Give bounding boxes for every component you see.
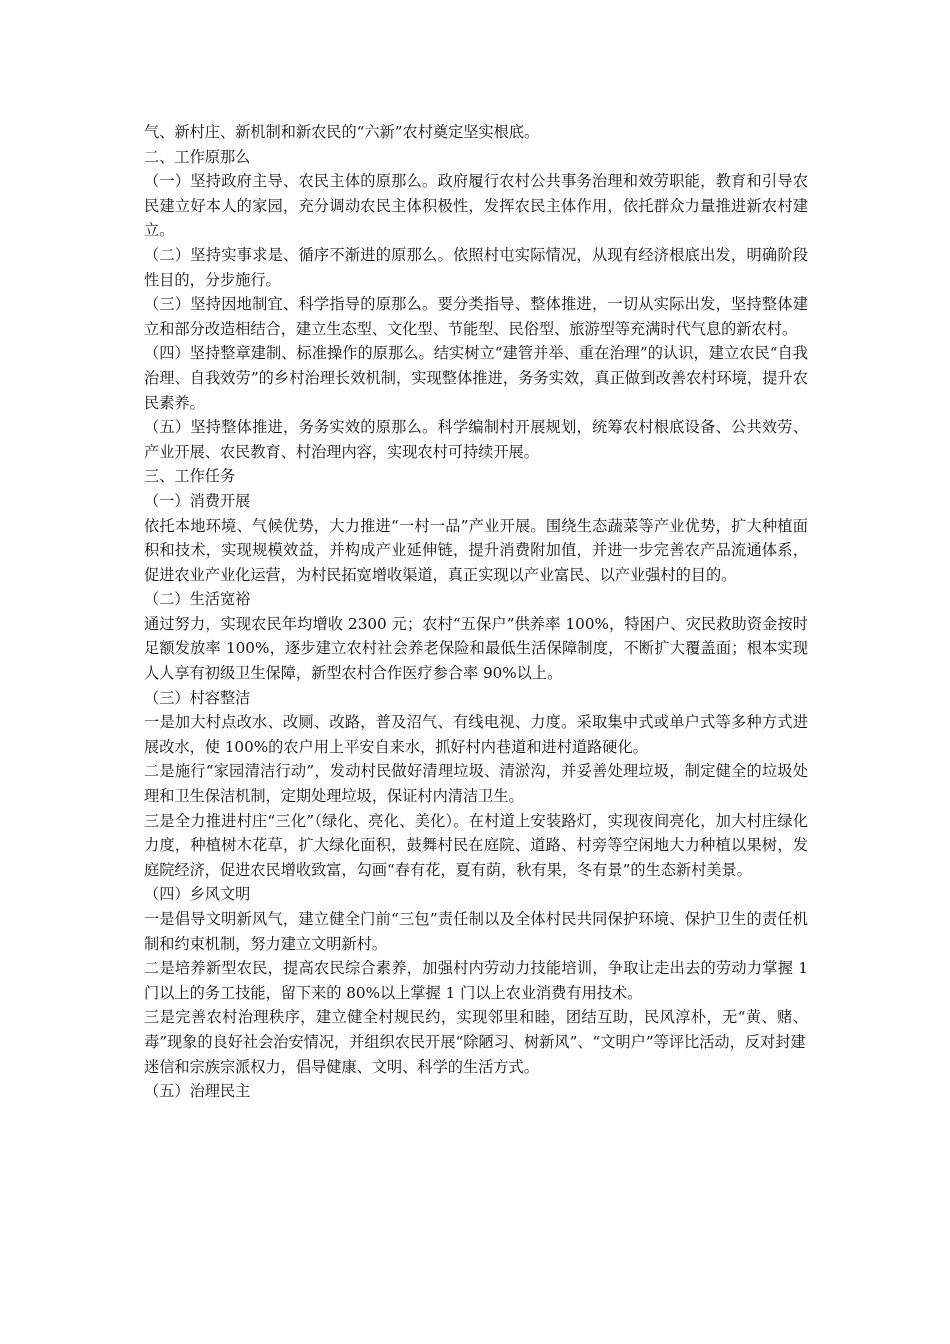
subsection-heading: （五）治理民主	[144, 1082, 251, 1101]
paragraph: （一）坚持政府主导、农民主体的原那么。政府履行农村公共事务治理和效劳职能，教育和引导农民建立好本人的家园，充分调动农民主体积极性，发挥农民主体作用，依托群众力量推进新农村建立。	[144, 172, 808, 240]
paragraph: 一是倡导文明新风气，建立健全门前“三包”责任制以及全体村民共同保护环境、保护卫生的责任机制和约束机制，努力建立文明新村。	[144, 910, 808, 953]
paragraph: 气、新村庄、新机制和新农民的“六新”农村奠定坚实根底。	[144, 123, 540, 141]
section-heading: 二、工作原那么	[144, 147, 251, 166]
section-heading: 三、工作任务	[144, 467, 236, 486]
paragraph: 一是加大村点改水、改厕、改路，普及沼气、有线电视、力度。采取集中式或单户式等多种方式进展改水，使 100%的农户用上平安自来水，抓好村内巷道和进村道路硬化。	[144, 713, 808, 756]
paragraph: 三是全力推进村庄“三化”（绿化、亮化、美化）。在村道上安装路灯，实现夜间亮化，加大村庄绿化力度，种植树木花草，扩大绿化面积，鼓舞村民在庭院、道路、村旁等空闲地大力种植以果树，发庭院经济，促进农民增收致富，勾画“春有花，夏有荫，秋有果，冬有景”的生态新村美景。	[144, 811, 808, 879]
paragraph: （二）坚持实事求是、循序不渐进的原那么。依照村屯实际情况，从现有经济根底出发，明确阶段性目的，分步施行。	[144, 245, 808, 289]
paragraph: （三）坚持因地制宜、科学指导的原那么。要分类指导、整体推进，一切从实际出发，坚持整体建立和部分改造相结合，建立生态型、文化型、节能型、民俗型、旅游型等充满时代气息的新农村。	[144, 295, 808, 338]
paragraph: 迷信和宗族宗派权力，倡导健康、文明、科学的生活方式。	[144, 1057, 539, 1076]
subsection-heading: （一）消费开展	[144, 491, 251, 510]
paragraph: 依托本地环境、气候优势，大力推进“一村一品”产业开展。围绕生态蔬菜等产业优势，扩大种植面积和技术，实现规模效益，并构成产业延伸链，提升消费附加值，并进一步完善农产品流通体系，促进农业产业化运营，为村民拓宽增收渠道，真正实现以产业富民、以产业强村的目的。	[144, 516, 808, 584]
paragraph: 通过努力，实现农民年均增收 2300 元；农村“五保户”供养率 100%，特困户、灾民救助资金按时足额发放率 100%，逐步建立农村社会养老保险和最低生活保障制度，不断扩大覆盖面；根本实现人人享有初级卫生保障，新型农村合作医疗参合率 90%以上。	[144, 614, 808, 683]
paragraph: （四）坚持整章建制、标准操作的原那么。结实树立“建管并举、重在治理”的认识，建立农民“自我治理、自我效劳”的乡村治理长效机制，实现整体推进，务务实效，真正做到改善农村环境，提升农民素养。	[144, 344, 808, 412]
subsection-heading: （四）乡风文明	[144, 885, 251, 904]
paragraph: （五）坚持整体推进，务务实效的原那么。科学编制村开展规划，统筹农村根底设备、公共效劳、产业开展、农民教育、村治理内容，实现农村可持续开展。	[144, 418, 808, 461]
document-body	[144, 120, 808, 1104]
paragraph: 二是施行“家园清洁行动”，发动村民做好清理垃圾、清淤沟，并妥善处理垃圾，制定健全的垃圾处理和卫生保洁机制，定期处理垃圾，保证村内清洁卫生。	[144, 762, 808, 806]
subsection-heading: （二）生活宽裕	[144, 590, 251, 609]
paragraph: 三是完善农村治理秩序，建立健全村规民约，实现邻里和睦，团结互助，民风淳朴，无“黄、赌、毒”现象的良好社会治安情况，并组织农民开展“除陋习、树新风”、“文明户”等评比活动，反对封建	[144, 1008, 808, 1051]
subsection-heading: （三）村容整洁	[144, 688, 251, 707]
paragraph: 二是培养新型农民，提高农民综合素养，加强村内劳动力技能培训，争取让走出去的劳动力掌握 1 门以上的务工技能，留下来的 80%以上掌握 1 门以上农业消费有用技术。	[144, 959, 808, 1002]
